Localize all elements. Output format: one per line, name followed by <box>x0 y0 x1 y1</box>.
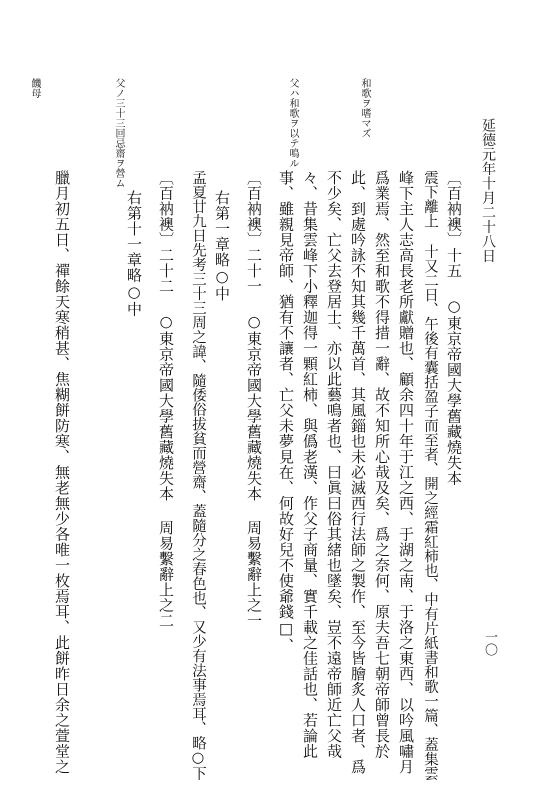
margin-note-3: 父ノ三十三回忌齋ヲ營ム <box>113 78 124 188</box>
text-column-1: 〔百衲襖〕十五 ○東京帝國大學舊藏燒失本 <box>445 170 463 486</box>
text-column-12: 〔百衲襖〕二十二 ○東京帝國大學舊藏燒失本 周易繫辭上之二 <box>157 170 175 629</box>
text-column-11: 孟夏廿九日先考三十三周之諱、隨倭俗拔貧而營齋、蓋隨分之春色也、又少有法事焉耳、略○下 <box>190 170 206 781</box>
text-column-6: 不少矣、亡父去登居士、亦以此藝鳴者也、曰眞曰俗其緒也墜矣、豈不遠帝師近亡父哉 <box>325 170 343 759</box>
margin-note-2: 父ハ和歌ヲ以テ鳴ル <box>287 78 298 168</box>
text-column-5: 此、到處吟詠不知其幾千萬首、其風錙也未必滅西行法師之製作、至今皆膾炙人口者、爲 <box>349 170 367 775</box>
text-column-7: 々、昔集雲峰下小釋迦得一顆紅柿、與僞老漢、作父子商量、實千載之佳話也、若論此 <box>301 170 319 759</box>
margin-note-4: 饑母 <box>29 78 40 98</box>
text-column-9: 〔百衲襖〕二十一 ○東京帝國大學舊藏燒失本 周易繫辭上之一 <box>245 170 263 629</box>
text-column-4: 爲業焉、然至和歌不得措一辭、故不知所心哉及矣、爲之奈何、原夫吾七朝帝師曾長於 <box>373 170 391 759</box>
margin-note-1: 和歌ヲ嗜マズ <box>359 78 370 138</box>
text-column-3: 峰下主人志高長老所獻贈也、顧余四十年于江之西、于湖之南、于洛之東西、以吟風嘯月 <box>397 170 415 775</box>
page-number: 一〇 <box>482 630 497 656</box>
text-column-2: 震下離上 十又二日、午後有囊括盈子而至者、開之經霜紅柿也、中有片紙書和歌一篇、蓋集雲 <box>422 170 438 781</box>
text-column-10: 右第一章略○中 <box>213 190 231 302</box>
text-column-8: 事、雖親見帝師、猶有不讓者、亡父未夢見在、何故好兒不使爺錢□、 <box>277 170 295 654</box>
page-header: 延德元年十月二十八日 <box>480 118 496 263</box>
text-column-14: 臘月初五日、禪餘天寒稍甚、焦糊餅防寒、無老無少各唯一枚焉耳、此餅昨日余之萱堂之 <box>53 170 71 775</box>
text-column-13: 右第十一章略○中 <box>125 190 143 317</box>
